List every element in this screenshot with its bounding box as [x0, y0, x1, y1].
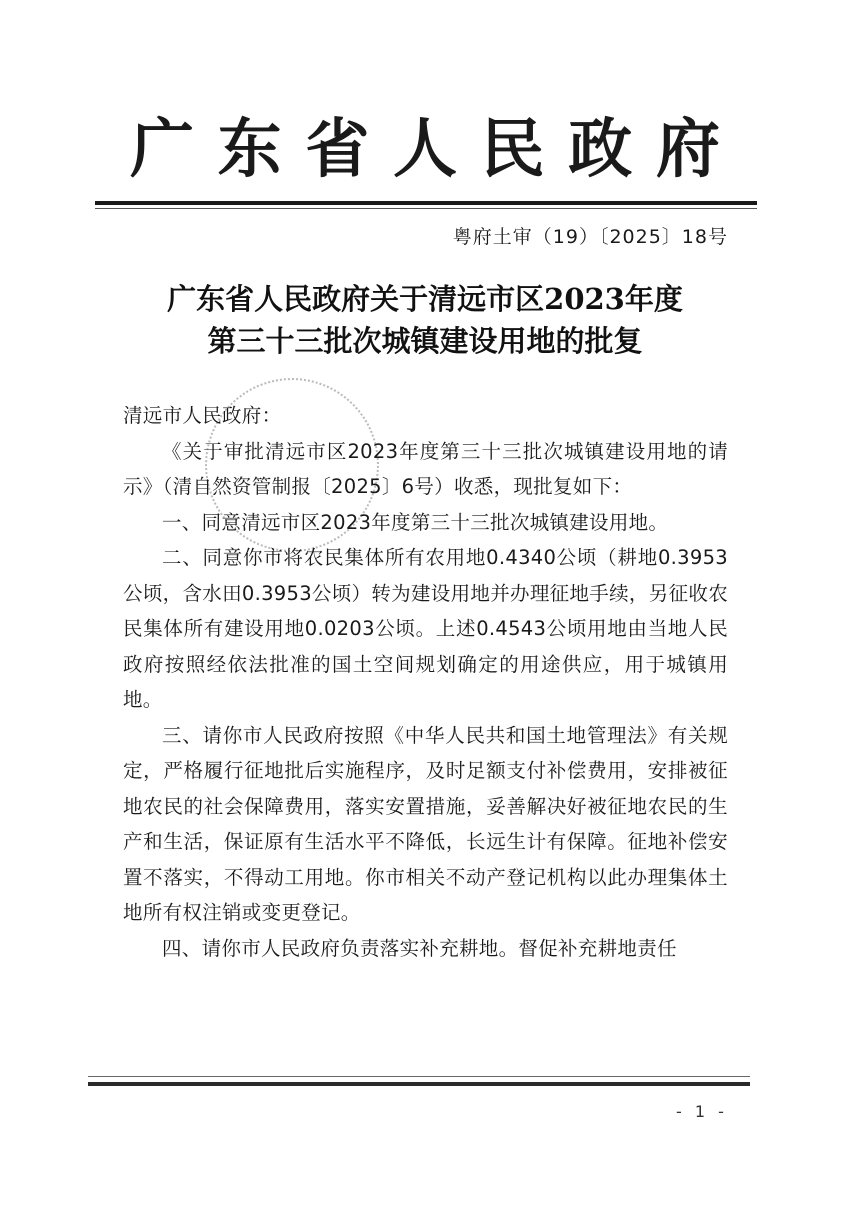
- salutation: 清远市人民政府：: [123, 404, 282, 427]
- masthead-char: 政: [568, 112, 633, 187]
- paragraph-intro: 《关于审批清远市区2023年度第三十三批次城镇建设用地的请示》（清自然资管制报〔2025〕6号）收悉，现批复如下：: [123, 439, 728, 498]
- footer-divider-thick: [88, 1082, 750, 1086]
- masthead-char: 府: [655, 112, 720, 187]
- document-body: [123, 398, 728, 966]
- paragraph-item-1: 一、同意清远市区2023年度第三十三批次城镇建设用地。: [162, 510, 669, 534]
- document-title: [0, 278, 850, 362]
- paragraph-item-3: 三、请你市人民政府按照《中华人民共和国土地管理法》有关规定，严格履行征地批后实施程序，及时足额支付补偿费用，安排被征地农民的社会保障费用，落实安置措施，妥善解决好被征地农民的生产和生活，保证原有生活水平不降低，长远生计有保障。征地补偿安置不落实，不得动工用地。你市相关不动产登记机构以此办理集体土地所有权注销或变更登记。: [123, 723, 728, 924]
- paragraph-item-4: 四、请你市人民政府负责落实补充耕地。督促补充耕地责任: [162, 936, 677, 960]
- paragraph-item-2: 二、同意你市将农民集体所有农用地0.4340公顷（耕地0.3953公顷，含水田0.3953公顷）转为建设用地并办理征地手续，另征收农民集体所有建设用地0.0203公顷。上述0.4543公顷用地由当地人民政府按照经依法批准的国土空间规划确定的用途供应，用于城镇用地。: [123, 546, 728, 711]
- issuer-masthead: [130, 112, 720, 187]
- header-divider-thick: [95, 201, 757, 205]
- masthead-char: 广: [130, 112, 194, 187]
- footer-divider-thin: [88, 1076, 750, 1077]
- page-number: - 1 -: [676, 1102, 728, 1121]
- masthead-char: 省: [305, 112, 370, 187]
- masthead-char: 民: [480, 112, 545, 187]
- title-line-2: 第三十三批次城镇建设用地的批复: [207, 324, 643, 358]
- masthead-char: 东: [217, 112, 282, 187]
- title-line-1: 广东省人民政府关于清远市区2023年度: [167, 282, 683, 316]
- header-divider-thin: [95, 208, 757, 209]
- document-number: 粤府土审（19）〔2025〕18号: [452, 226, 728, 248]
- masthead-char: 人: [392, 112, 457, 187]
